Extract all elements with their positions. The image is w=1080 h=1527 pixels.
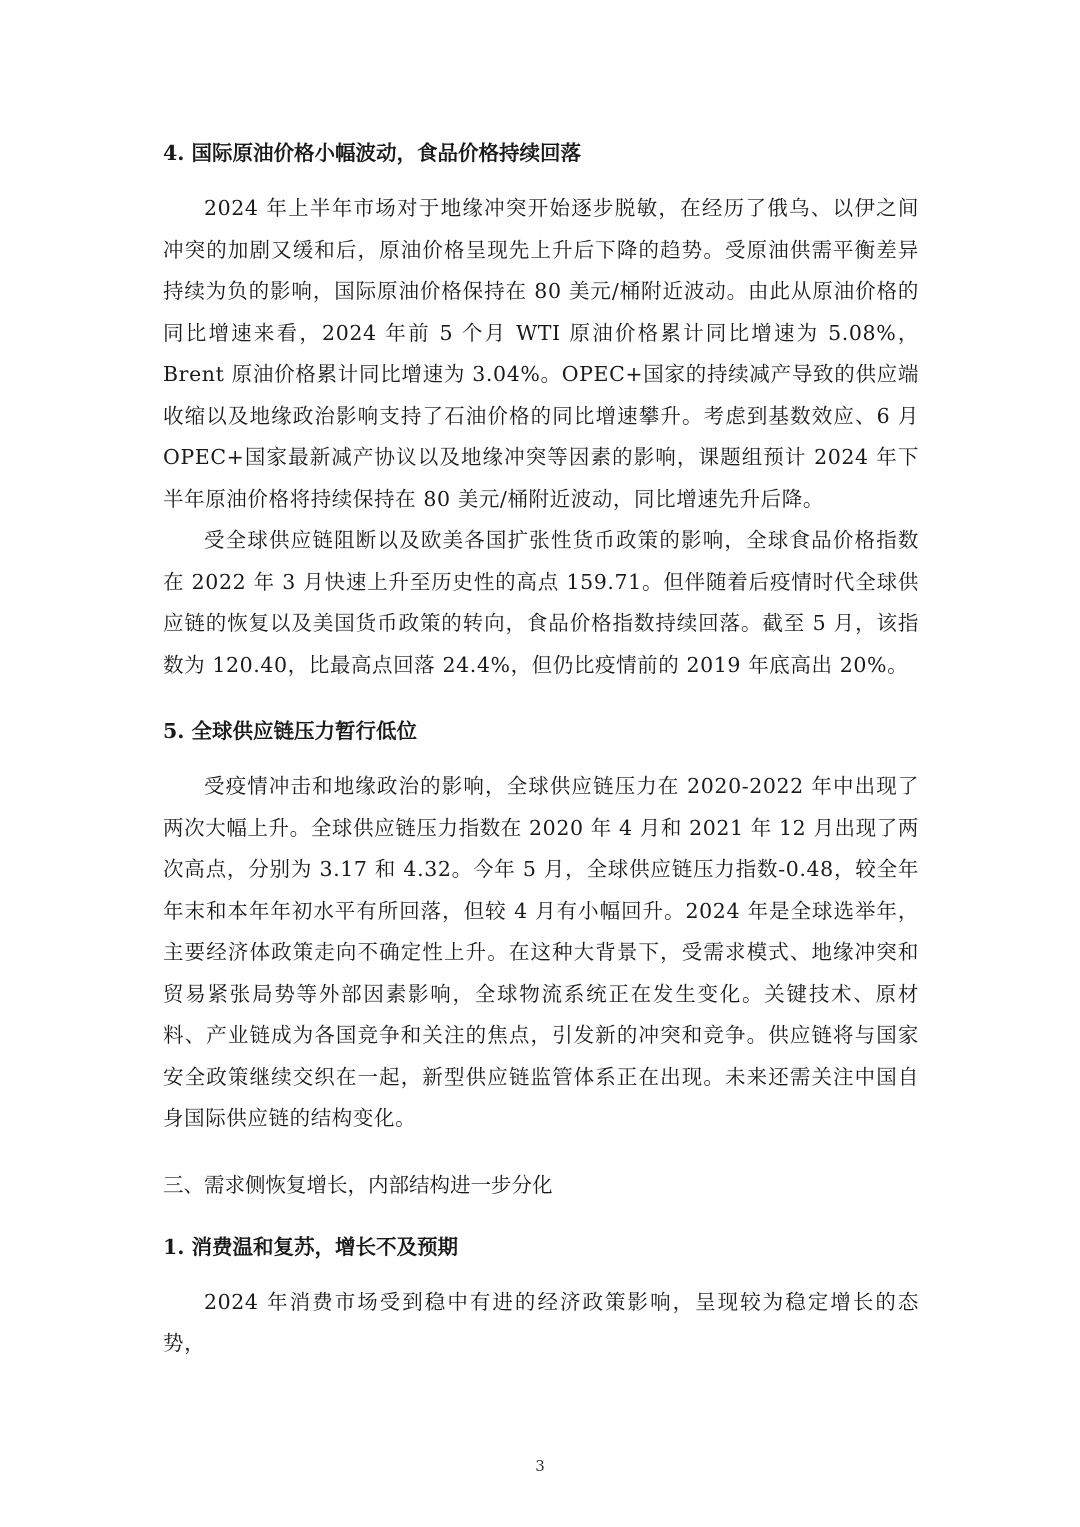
paragraph-consumption: 2024 年消费市场受到稳中有进的经济政策影响，呈现较为稳定增长的态势， (163, 1289, 919, 1355)
paragraph-supply-chain: 受疫情冲击和地缘政治的影响，全球供应链压力在 2020-2022 年中出现了两次大幅上升。全球供应链压力指数在 2020 年 4 月和 2021 年 12 月出现了两次高点，分别为 3.17 和 4.32。今年 5 月，全球供应链压力指数-0.48，较全年年末和本年年初水平有所回落，但较 4 月有小幅回升。2024 年是全球选举年，主要经济体政策走向不确定性上升。在这种大背景下，受需求模式、地缘冲突和贸易紧张局势等外部因素影响，全球物流系统正在发生变化。关键技术、原材料、产业链成为各国竞争和关注的焦点，引发新的冲突和竞争。供应链将与国家安全政策继续交织在一起，新型供应链监管体系正在出现。未来还需关注中国自身国际供应链的结构变化。 (163, 774, 919, 1130)
section-heading-5: 5. 全球供应链压力暂行低位 (163, 719, 418, 743)
page-number: 3 (535, 1457, 545, 1475)
page-content (163, 136, 919, 1365)
paragraph-food-prices: 受全球供应链阻断以及欧美各国扩张性货币政策的影响，全球食品价格指数在 2022 年 3 月快速上升至历史性的高点 159.71。但伴随着后疫情时代全球供应链的恢复以及美国货币政策的转向，食品价格指数持续回落。截至 5 月，该指数为 120.40，比最高点回落 24.4%，但仍比疫情前的 2019 年底高出 20%。 (163, 528, 919, 677)
chapter-heading: 三、需求侧恢复增长，内部结构进一步分化 (163, 1172, 553, 1197)
section-heading-4: 4. 国际原油价格小幅波动，食品价格持续回落 (163, 141, 582, 165)
subsection-heading-consumption: 1. 消费温和复苏，增长不及预期 (163, 1234, 459, 1259)
paragraph-oil-prices: 2024 年上半年市场对于地缘冲突开始逐步脱敏，在经历了俄乌、以伊之间冲突的加剧又缓和后，原油价格呈现先上升后下降的趋势。受原油供需平衡差异持续为负的影响，国际原油价格保持在 80 美元/桶附近波动。由此从原油价格的同比增速来看，2024 年前 5 个月 WTI 原油价格累计同比增速为 5.08%，Brent 原油价格累计同比增速为 3.04%。OPEC+国家的持续减产导致的供应端收缩以及地缘政治影响支持了石油价格的同比增速攀升。考虑到基数效应、6 月 OPEC+国家最新减产协议以及地缘冲突等因素的影响，课题组预计 2024 年下半年原油价格将持续保持在 80 美元/桶附近波动，同比增速先升后降。 (163, 196, 919, 511)
